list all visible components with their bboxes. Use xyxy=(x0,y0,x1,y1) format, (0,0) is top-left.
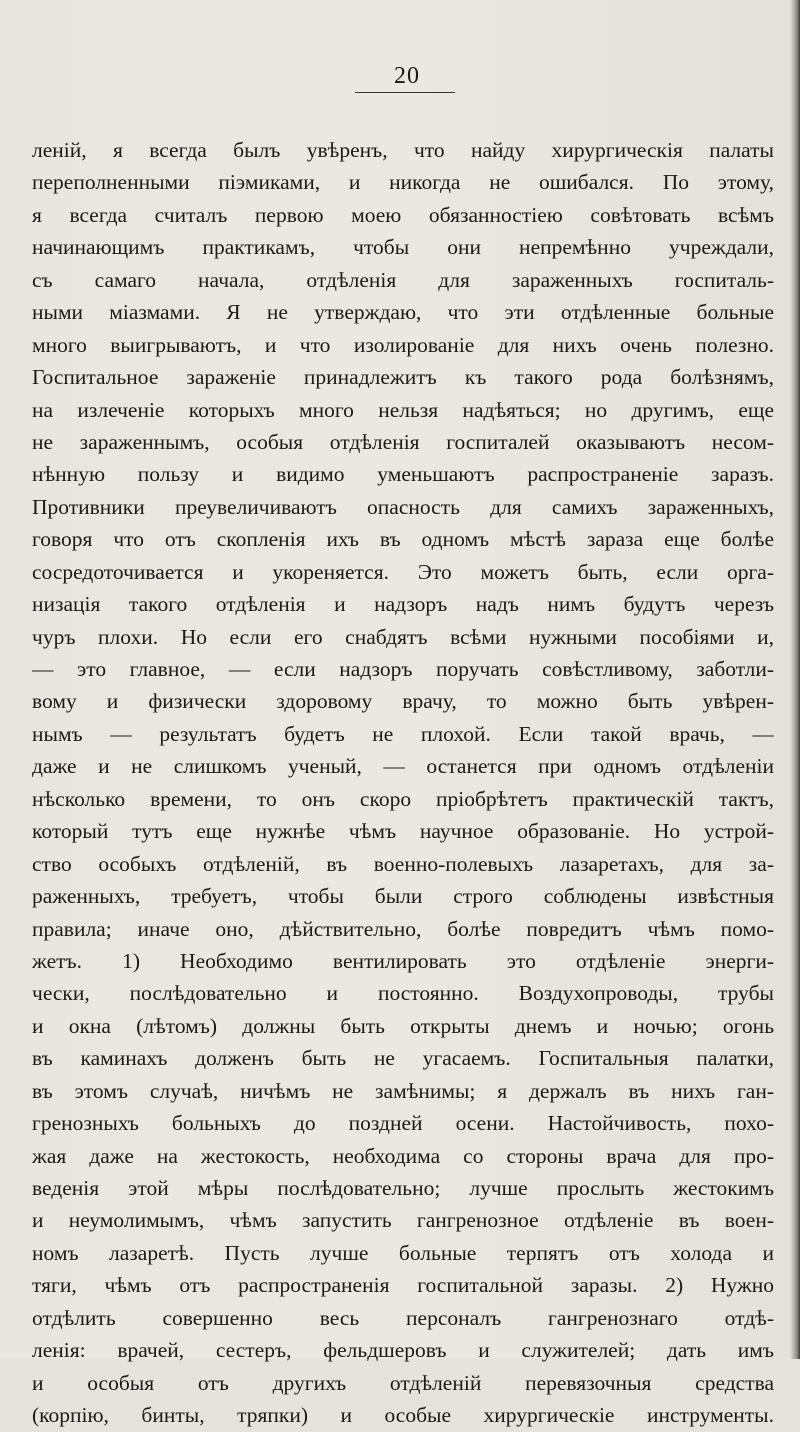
text-line: и особыя отъ другихъ отдѣленій перевязочныя средства xyxy=(32,1370,774,1395)
page-number-rule xyxy=(355,92,455,93)
text-line: Госпитальное зараженіе принадлежитъ къ такого рода болѣзнямъ, xyxy=(32,365,774,390)
text-line: нѣсколько времени, то онъ скоро пріобрѣтетъ практическій тактъ, xyxy=(32,786,774,811)
text-line: отдѣлить совершенно весь персоналъ гангренознаго отдѣ- xyxy=(32,1305,774,1330)
text-line: Противники преувеличиваютъ опасность для самихъ зараженныхъ, xyxy=(32,494,774,519)
text-line: на излеченіе которыхъ много нельзя надѣяться; но другимъ, еще xyxy=(32,397,774,422)
text-line: чески, послѣдовательно и постоянно. Воздухопроводы, трубы xyxy=(32,981,774,1006)
body-text xyxy=(32,134,774,1432)
text-line: вому и физически здоровому врачу, то можно быть увѣрен- xyxy=(32,689,774,714)
text-line: нымъ — результатъ будетъ не плохой. Если такой врачь, — xyxy=(32,721,774,746)
text-line: съ самаго начала, отдѣленія для зараженныхъ госпиталь- xyxy=(32,267,774,292)
text-line: жая даже на жестокость, необходима со стороны врача для про- xyxy=(32,1143,774,1168)
page-edge-shadow xyxy=(790,0,800,1359)
text-line: въ этомъ случаѣ, ничѣмъ не замѣнимы; я держалъ въ нихъ ган- xyxy=(32,1078,774,1103)
text-line: (корпію, бинты, тряпки) и особые хирургическіе инструменты. xyxy=(32,1403,774,1428)
text-line: ными міазмами. Я не утверждаю, что эти отдѣленные больные xyxy=(32,300,774,325)
text-line: и окна (лѣтомъ) должны быть открыты днемъ и ночью; огонь xyxy=(32,1013,774,1038)
text-line: я всегда считалъ первою моею обязанностіею совѣтовать всѣмъ xyxy=(32,202,774,227)
text-line: ство особыхъ отдѣленій, въ военно-полевыхъ лазаретахъ, для за- xyxy=(32,851,774,876)
text-line: номъ лазаретѣ. Пусть лучше больные терпятъ отъ холода и xyxy=(32,1240,774,1265)
text-line: гренозныхъ больныхъ до поздней осени. Настойчивость, похо- xyxy=(32,1111,774,1136)
page-number: 20 xyxy=(394,63,420,89)
text-line: сосредоточивается и укореняется. Это можетъ быть, если орга- xyxy=(32,559,774,584)
text-line: нѣнную пользу и видимо уменьшаютъ распространеніе заразъ. xyxy=(32,462,774,487)
text-line: начинающимъ практикамъ, чтобы они непремѣнно учреждали, xyxy=(32,235,774,260)
text-line: переполненными піэмиками, и никогда не ошибался. По этому, xyxy=(32,170,774,195)
text-line: правила; иначе оно, дѣйствительно, болѣе повредитъ чѣмъ помо- xyxy=(32,916,774,941)
text-line: и неумолимымъ, чѣмъ запустить гангренозное отдѣленіе въ воен- xyxy=(32,1208,774,1233)
text-line: который тутъ еще нужнѣе чѣмъ научное образованіе. Но устрой- xyxy=(32,819,774,844)
text-line: тяги, чѣмъ отъ распространенія госпитальной заразы. 2) Нужно xyxy=(32,1273,774,1298)
text-line: жетъ. 1) Необходимо вентилировать это отдѣленіе энерги- xyxy=(32,948,774,973)
text-line: ленія: врачей, сестеръ, фельдшеровъ и служителей; дать имъ xyxy=(32,1338,774,1363)
text-line: — это главное, — если надзоръ поручать совѣстливому, заботли- xyxy=(32,657,774,681)
text-line: много выигрываютъ, и что изолированіе для нихъ очень полезно. xyxy=(32,332,774,357)
text-line: низація такого отдѣленія и надзоръ надъ нимъ будутъ черезъ xyxy=(32,592,774,617)
text-line: раженныхъ, требуетъ, чтобы были строго соблюдены извѣстныя xyxy=(32,884,774,909)
text-line: въ каминахъ долженъ быть не угасаемъ. Госпитальныя палатки, xyxy=(32,1046,774,1071)
text-line: веденія этой мѣры послѣдовательно; лучше прослыть жестокимъ xyxy=(32,1176,774,1200)
text-line: леній, я всегда былъ увѣренъ, что найду хирургическія палаты xyxy=(32,138,774,162)
text-line: не зараженнымъ, особыя отдѣленія госпиталей оказываютъ несом- xyxy=(32,429,774,454)
text-line: чуръ плохи. Но если его снабдятъ всѣми нужными пособіями и, xyxy=(32,624,774,649)
text-line: говоря что отъ скопленія ихъ въ одномъ мѣстѣ зараза еще болѣе xyxy=(32,527,774,552)
text-line: даже и не слишкомъ ученый, — останется при одномъ отдѣленіи xyxy=(32,754,774,779)
